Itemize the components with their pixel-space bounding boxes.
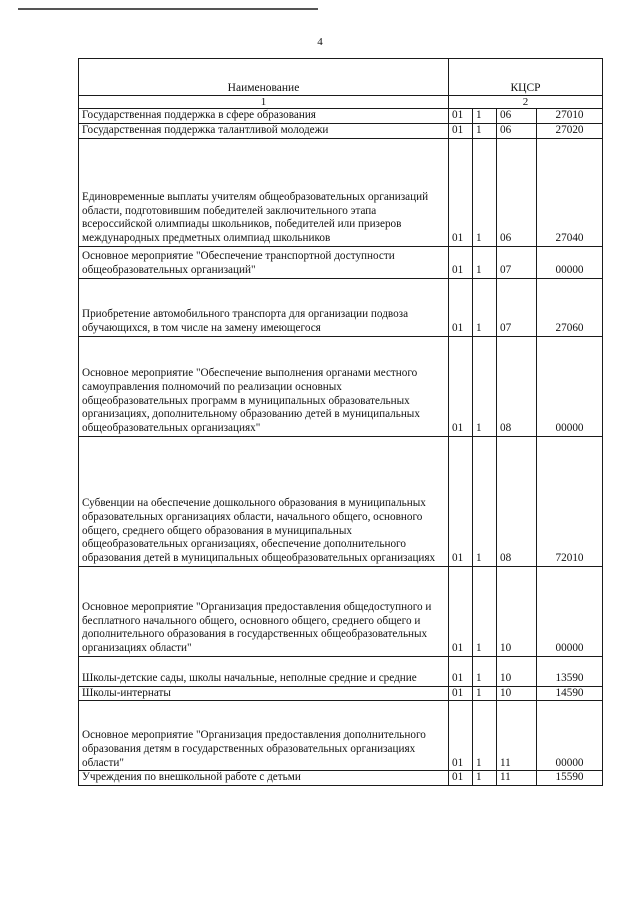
- code-direction: 27010: [537, 109, 603, 124]
- table-row: [79, 436, 603, 566]
- table-row: [79, 656, 603, 686]
- code-direction: 14590: [537, 686, 603, 701]
- row-name: Единовременные выплаты учителям общеобразовательных организаций области, подготовившим победителей заключительного этапа всероссийской олимпиады школьников, победителей или призеров международных предметных олимпиад школьников: [79, 138, 449, 246]
- row-name: Основное мероприятие "Обеспечение выполнения органами местного самоуправления полномочий по реализации основных общеобразовательных программ в муниципальных образовательных организациях, дополнительному образованию детей в муниципальных общеобразовательных организациях": [79, 336, 449, 436]
- code-subprogram: 1: [473, 771, 497, 786]
- column-number-row: [79, 96, 603, 109]
- code-event: 10: [497, 566, 537, 656]
- table-header-row: [79, 59, 603, 96]
- code-direction: 00000: [537, 246, 603, 278]
- row-name: Школы-интернаты: [79, 686, 449, 701]
- code-event: 06: [497, 109, 537, 124]
- code-direction: 15590: [537, 771, 603, 786]
- row-name: Школы-детские сады, школы начальные, неполные средние и средние: [79, 656, 449, 686]
- code-direction: 27040: [537, 138, 603, 246]
- table-body: [79, 109, 603, 786]
- column-number-code: 2: [449, 96, 603, 109]
- table-row: [79, 336, 603, 436]
- row-name: Основное мероприятие "Организация предоставления дополнительного образования детям в государственных образовательных организациях области": [79, 701, 449, 771]
- code-event: 11: [497, 701, 537, 771]
- code-subprogram: 1: [473, 656, 497, 686]
- header-code: КЦСР: [449, 59, 603, 96]
- table-row: [79, 771, 603, 786]
- code-program: 01: [449, 656, 473, 686]
- code-subprogram: 1: [473, 138, 497, 246]
- code-program: 01: [449, 336, 473, 436]
- code-direction: 00000: [537, 566, 603, 656]
- code-program: 01: [449, 123, 473, 138]
- table-row: [79, 686, 603, 701]
- code-program: 01: [449, 771, 473, 786]
- code-subprogram: 1: [473, 436, 497, 566]
- header-name: Наименование: [79, 59, 449, 96]
- row-name: Учреждения по внешкольной работе с детьми: [79, 771, 449, 786]
- code-direction: 72010: [537, 436, 603, 566]
- code-program: 01: [449, 686, 473, 701]
- table-row: [79, 109, 603, 124]
- code-subprogram: 1: [473, 686, 497, 701]
- code-subprogram: 1: [473, 701, 497, 771]
- table-row: [79, 278, 603, 336]
- top-rule: [18, 8, 318, 10]
- code-subprogram: 1: [473, 109, 497, 124]
- code-event: 11: [497, 771, 537, 786]
- code-subprogram: 1: [473, 246, 497, 278]
- code-event: 06: [497, 123, 537, 138]
- code-event: 07: [497, 278, 537, 336]
- code-subprogram: 1: [473, 278, 497, 336]
- table-row: [79, 138, 603, 246]
- code-direction: 00000: [537, 336, 603, 436]
- code-program: 01: [449, 701, 473, 771]
- code-direction: 27020: [537, 123, 603, 138]
- code-program: 01: [449, 138, 473, 246]
- code-subprogram: 1: [473, 123, 497, 138]
- column-number-name: 1: [79, 96, 449, 109]
- code-event: 10: [497, 656, 537, 686]
- row-name: Основное мероприятие "Обеспечение транспортной доступности общеобразовательных организаций": [79, 246, 449, 278]
- code-subprogram: 1: [473, 566, 497, 656]
- table-row: [79, 701, 603, 771]
- row-name: Государственная поддержка в сфере образования: [79, 109, 449, 124]
- code-program: 01: [449, 566, 473, 656]
- table-row: [79, 246, 603, 278]
- page-number: 4: [317, 36, 323, 48]
- code-event: 10: [497, 686, 537, 701]
- code-program: 01: [449, 246, 473, 278]
- table-row: [79, 123, 603, 138]
- row-name: Приобретение автомобильного транспорта для организации подвоза обучающихся, в том числе на замену имеющегося: [79, 278, 449, 336]
- code-program: 01: [449, 436, 473, 566]
- code-program: 01: [449, 109, 473, 124]
- row-name: Основное мероприятие "Организация предоставления общедоступного и бесплатного начального общего, основного общего, среднего общего и дополнительного образования в государственных общеобразовательных организациях области": [79, 566, 449, 656]
- code-direction: 13590: [537, 656, 603, 686]
- budget-classification-table: [78, 58, 603, 786]
- code-event: 08: [497, 436, 537, 566]
- table-row: [79, 566, 603, 656]
- code-event: 06: [497, 138, 537, 246]
- code-direction: 27060: [537, 278, 603, 336]
- row-name: Государственная поддержка талантливой молодежи: [79, 123, 449, 138]
- code-event: 07: [497, 246, 537, 278]
- code-event: 08: [497, 336, 537, 436]
- code-direction: 00000: [537, 701, 603, 771]
- row-name: Субвенции на обеспечение дошкольного образования в муниципальных образовательных организациях области, начального общего, основного общего, среднего общего образования в муниципальных общеобразовательных организациях, обеспечение дополнительного образования детей в муниципальных общеобразовательных организациях: [79, 436, 449, 566]
- code-program: 01: [449, 278, 473, 336]
- code-subprogram: 1: [473, 336, 497, 436]
